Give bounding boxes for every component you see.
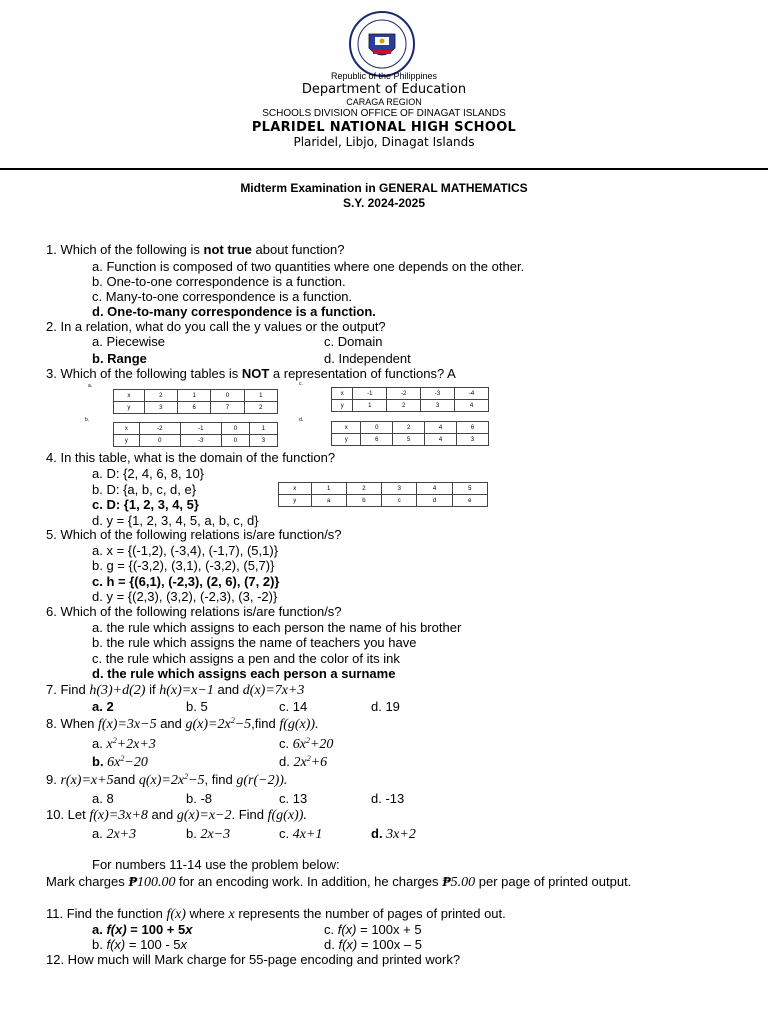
table-cell: 2 — [387, 400, 421, 412]
q4-table — [278, 482, 488, 507]
table-cell: 6 — [361, 434, 393, 446]
q11-option-d-rest: = 100x – 5 — [357, 937, 422, 952]
q8-option-a-math — [106, 737, 155, 752]
table-cell: x — [114, 390, 145, 402]
peso-sign-1: ₱ — [128, 875, 137, 890]
q8-option-c-pre: 6x — [292, 737, 306, 752]
q11-option-c — [324, 922, 422, 937]
table-row — [279, 483, 488, 495]
table-cell: c — [382, 495, 417, 507]
table-cell: 4 — [425, 434, 457, 446]
question-1-text-pre: 1. Which of the following is — [46, 242, 204, 257]
table-cell: 4 — [417, 483, 452, 495]
table-row — [114, 423, 278, 435]
q3-table-d — [331, 421, 489, 446]
q8-option-b — [92, 754, 148, 770]
q5-option-d: d. y = {(2,3), (3,2), (-2,3), (3, -2)} — [92, 589, 278, 604]
table-cell: x — [114, 423, 140, 435]
q2-option-d: d. Independent — [324, 351, 411, 366]
table-cell: 5 — [452, 483, 487, 495]
q9-expression-3: g(r(−2)). — [236, 773, 288, 788]
table-cell: 3 — [144, 402, 177, 414]
table-cell: y — [114, 435, 140, 447]
q4-option-a: a. D: {2, 4, 6, 8, 10} — [92, 466, 205, 481]
q8-option-d — [279, 754, 327, 770]
q8-option-d-exponent: 2 — [306, 754, 311, 763]
question-3-text-pre: 3. Which of the following tables is — [46, 366, 242, 381]
q8-option-c-math — [293, 737, 334, 752]
q11-mid: where — [185, 906, 229, 921]
q11-option-b-label: b. — [92, 937, 107, 952]
q8-option-b-post: −20 — [124, 755, 148, 770]
q3-table-d-label: d. — [299, 417, 304, 423]
q8-expression-1: f(x)=3x−5 — [98, 717, 157, 732]
header-divider — [0, 168, 768, 170]
exam-title: Midterm Examination in GENERAL MATHEMATICS — [240, 181, 528, 195]
q11-option-b-rest: = 100 - 5 — [125, 937, 181, 952]
problem-pre: Mark charges — [46, 874, 129, 889]
q11-option-d — [324, 937, 422, 952]
problem-amount-2: 5.00 — [450, 875, 476, 890]
table-cell: -1 — [353, 388, 387, 400]
table-cell: e — [452, 495, 487, 507]
table-row — [114, 435, 278, 447]
table-cell: 2 — [393, 422, 425, 434]
problem-amount-1: 100.00 — [136, 875, 176, 890]
q5-option-b: b. g = {(-3,2), (3,1), (-3,2), (5,7)} — [92, 558, 275, 573]
q8-expression-3: f(g(x)). — [279, 717, 319, 732]
q9-expression-2 — [139, 773, 205, 788]
q8-g-exponent: 2 — [230, 716, 235, 725]
header-republic: Republic of the Philippines — [330, 71, 438, 81]
table-cell: 2 — [346, 483, 381, 495]
question-1-text-post: about function? — [251, 242, 345, 257]
table-row — [332, 388, 489, 400]
table-cell: -1 — [180, 423, 221, 435]
question-1-emphasis: not true — [203, 242, 252, 257]
question-3-emphasis: NOT — [241, 366, 270, 381]
question-6: 6. Which of the following relations is/are function/s? — [46, 604, 342, 619]
q11-x: x — [228, 907, 235, 922]
table-row — [114, 402, 278, 414]
question-5: 5. Which of the following relations is/are function/s? — [46, 527, 342, 542]
table-cell: 0 — [361, 422, 393, 434]
table-cell: y — [332, 434, 361, 446]
q8-prefix: 8. When — [46, 716, 99, 731]
table-row — [332, 434, 489, 446]
q8-option-b-label: b. — [92, 754, 108, 769]
table-cell: 2 — [144, 390, 177, 402]
q10-expression-2: g(x)=x−2 — [176, 808, 232, 823]
q8-option-d-post: +6 — [310, 755, 328, 770]
q2-option-b: b. Range — [92, 351, 147, 366]
q1-option-c: c. Many-to-one correspondence is a function. — [92, 289, 353, 304]
q10-option-d-label: d. — [371, 826, 387, 841]
q11-option-a-f: f(x) — [106, 922, 127, 937]
table-cell: -2 — [139, 423, 180, 435]
q8-option-c-post: +20 — [309, 737, 334, 752]
q9-option-c: c. 13 — [279, 791, 308, 806]
q10-option-d-math: 3x+2 — [386, 827, 416, 842]
question-2: 2. In a relation, what do you call the y values or the output? — [46, 319, 386, 334]
q3-table-c-label: c. — [299, 381, 303, 387]
question-4: 4. In this table, what is the domain of the function? — [46, 450, 336, 465]
question-3 — [46, 366, 456, 381]
q10-expression-3: f(g(x)). — [267, 808, 307, 823]
q3-table-a — [113, 389, 278, 414]
table-cell: 3 — [249, 435, 277, 447]
q10-option-b-label: b. — [186, 826, 201, 841]
q8-option-b-exponent: 2 — [120, 754, 125, 763]
table-cell: 5 — [393, 434, 425, 446]
q8-option-c — [279, 736, 333, 752]
q10-option-a — [92, 826, 136, 842]
q10-find: . Find — [231, 807, 268, 822]
header-division: SCHOOLS DIVISION OFFICE OF DINAGAT ISLANDS — [262, 108, 506, 119]
q8-option-c-label: c. — [279, 736, 293, 751]
q11-fx: f(x) — [166, 907, 186, 922]
table-cell: 7 — [211, 402, 244, 414]
q6-option-d: d. the rule which assigns each person a surname — [92, 666, 396, 681]
q11-option-b-x: x — [180, 937, 188, 952]
deped-seal-icon — [345, 10, 419, 78]
q8-option-a — [92, 736, 156, 752]
q1-option-d: d. One-to-many correspondence is a function. — [92, 304, 376, 319]
table-cell: 2 — [244, 402, 277, 414]
q10-option-c-label: c. — [279, 826, 293, 841]
q9-prefix: 9. — [46, 772, 61, 787]
header-department: Department of Education — [301, 82, 467, 97]
q11-option-d-label: d. — [324, 937, 339, 952]
q4-option-c: c. D: {1, 2, 3, 4, 5} — [92, 497, 199, 512]
q11-option-d-f: f(x) — [338, 937, 358, 952]
q3-table-a-label: a. — [88, 383, 93, 389]
question-8 — [46, 716, 319, 732]
q10-and: and — [147, 807, 177, 822]
question-7 — [46, 682, 304, 698]
q10-expression-1: f(x)=3x+8 — [89, 808, 148, 823]
q5-option-c: c. h = {(6,1), (-2,3), (2, 6), (7, 2)} — [92, 574, 280, 589]
q10-option-b-math: 2x−3 — [200, 827, 231, 842]
table-cell: a — [311, 495, 346, 507]
q9-and: and — [113, 772, 139, 787]
header-address: Plaridel, Libjo, Dinagat Islands — [293, 135, 475, 149]
table-cell: 1 — [353, 400, 387, 412]
q1-option-a: a. Function is composed of two quantities where one depends on the other. — [92, 259, 525, 274]
q8-expression-2 — [186, 717, 252, 732]
q10-option-a-label: a. — [92, 826, 107, 841]
q8-option-a-post: +2x+3 — [116, 737, 156, 752]
table-cell: 1 — [178, 390, 211, 402]
q3-table-b-label: b. — [85, 417, 90, 423]
table-cell: 0 — [221, 435, 249, 447]
q8-option-c-exponent: 2 — [305, 736, 310, 745]
table-cell: 0 — [221, 423, 249, 435]
q6-option-a: a. the rule which assigns to each person the name of his brother — [92, 620, 462, 635]
question-12: 12. How much will Mark charge for 55-page encoding and printed work? — [46, 952, 461, 967]
table-cell: 6 — [178, 402, 211, 414]
q6-option-c: c. the rule which assigns a pen and the color of its ink — [92, 651, 400, 666]
table-cell: 1 — [311, 483, 346, 495]
table-cell: y — [332, 400, 353, 412]
q10-option-b — [186, 826, 230, 842]
q7-option-a: a. 2 — [92, 699, 114, 714]
table-cell: y — [114, 402, 145, 414]
problem-intro: For numbers 11-14 use the problem below: — [92, 857, 340, 872]
q7-option-b: b. 5 — [186, 699, 208, 714]
q11-option-c-label: c. — [324, 922, 338, 937]
q8-g-post: −5 — [234, 717, 252, 732]
q8-option-b-pre: 6x — [107, 755, 121, 770]
q11-option-a-label: a. — [92, 922, 107, 937]
q10-option-c-math: 4x+1 — [292, 827, 323, 842]
exam-school-year: S.Y. 2024-2025 — [342, 196, 426, 210]
problem-statement — [46, 874, 631, 890]
q9-q-pre: q(x)=2x — [138, 773, 185, 788]
q10-option-a-math: 2x+3 — [106, 827, 137, 842]
q8-g-pre: g(x)=2x — [185, 717, 231, 732]
table-cell: b — [346, 495, 381, 507]
q11-option-c-f: f(x) — [337, 922, 357, 937]
q8-option-a-pre: x — [106, 737, 113, 752]
q11-option-a — [92, 922, 192, 937]
q9-q-post: −5 — [188, 773, 205, 788]
q7-and: and — [213, 682, 243, 697]
q10-prefix: 10. Let — [46, 807, 90, 822]
question-3-text-post: a representation of functions? A — [269, 366, 456, 381]
q11-post: represents the number of pages of printed out. — [234, 906, 506, 921]
table-cell: x — [332, 422, 361, 434]
q11-option-a-rest: = 100 + 5 — [126, 922, 186, 937]
table-cell: x — [279, 483, 312, 495]
table-cell: 6 — [457, 422, 489, 434]
q5-option-a: a. x = {(-1,2), (-3,4), (-1,7), (5,1)} — [92, 543, 279, 558]
question-11 — [46, 906, 506, 922]
table-row — [114, 390, 278, 402]
question-9 — [46, 772, 287, 788]
q9-option-a: a. 8 — [92, 791, 114, 806]
q3-table-c — [331, 387, 489, 412]
q7-if: if — [145, 682, 160, 697]
q7-option-c: c. 14 — [279, 699, 308, 714]
table-cell: 3 — [382, 483, 417, 495]
q4-option-b: b. D: {a, b, c, d, e} — [92, 482, 197, 497]
table-cell: 1 — [244, 390, 277, 402]
q8-option-d-math — [293, 755, 327, 770]
q6-option-b: b. the rule which assigns the name of teachers you have — [92, 635, 417, 650]
q7-expression-1: h(3)+d(2) — [89, 683, 146, 698]
table-cell: x — [332, 388, 353, 400]
q7-expression-3: d(x)=7x+3 — [242, 683, 305, 698]
question-10 — [46, 807, 307, 823]
q9-q-exponent: 2 — [184, 772, 189, 781]
q3-table-b — [113, 422, 278, 447]
q7-expression-2: h(x)=x−1 — [159, 683, 214, 698]
deped-seal — [345, 10, 419, 78]
q2-option-a: a. Piecewise — [92, 334, 165, 349]
header-region: CARAGA REGION — [346, 97, 422, 107]
table-row — [332, 400, 489, 412]
table-row — [279, 495, 488, 507]
table-cell: 3 — [457, 434, 489, 446]
q8-option-b-math — [107, 755, 148, 770]
q9-expression-1: r(x)=x+5 — [60, 773, 114, 788]
q8-find: ,find — [251, 716, 280, 731]
problem-mid: for an encoding work. In addition, he charges — [175, 874, 443, 889]
table-cell: -4 — [455, 388, 489, 400]
q11-option-a-x: x — [185, 922, 193, 937]
table-cell: d — [417, 495, 452, 507]
table-cell: -3 — [180, 435, 221, 447]
table-cell: 4 — [425, 422, 457, 434]
q9-option-d: d. -13 — [371, 791, 405, 806]
q11-pre: 11. Find the function — [46, 906, 167, 921]
q8-option-d-label: d. — [279, 754, 294, 769]
q10-option-c — [279, 826, 322, 842]
table-cell: 3 — [421, 400, 455, 412]
problem-post: per page of printed output. — [475, 874, 632, 889]
table-cell: -2 — [387, 388, 421, 400]
table-cell: y — [279, 495, 312, 507]
q11-option-c-rest: = 100x + 5 — [356, 922, 422, 937]
table-cell: 4 — [455, 400, 489, 412]
q2-option-c: c. Domain — [324, 334, 383, 349]
q9-find: , find — [204, 772, 237, 787]
q8-option-a-exponent: 2 — [112, 736, 117, 745]
q7-option-d: d. 19 — [371, 699, 400, 714]
q1-option-b: b. One-to-one correspondence is a function. — [92, 274, 346, 289]
table-cell: 0 — [211, 390, 244, 402]
q4-option-d: d. y = {1, 2, 3, 4, 5, a, b, c, d} — [92, 513, 259, 528]
question-1 — [46, 242, 344, 257]
q8-and: and — [156, 716, 186, 731]
peso-sign-2: ₱ — [442, 875, 451, 890]
q11-option-b — [92, 937, 187, 952]
table-cell: -3 — [421, 388, 455, 400]
q10-option-d — [371, 826, 416, 842]
header-school: PLARIDEL NATIONAL HIGH SCHOOL — [251, 120, 517, 135]
q11-option-b-f: f(x) — [106, 937, 126, 952]
q8-option-a-label: a. — [92, 736, 107, 751]
table-row — [332, 422, 489, 434]
table-cell: 0 — [139, 435, 180, 447]
q9-option-b: b. -8 — [186, 791, 213, 806]
q7-prefix: 7. Find — [46, 682, 90, 697]
q8-option-d-pre: 2x — [293, 755, 307, 770]
table-cell: 1 — [249, 423, 277, 435]
